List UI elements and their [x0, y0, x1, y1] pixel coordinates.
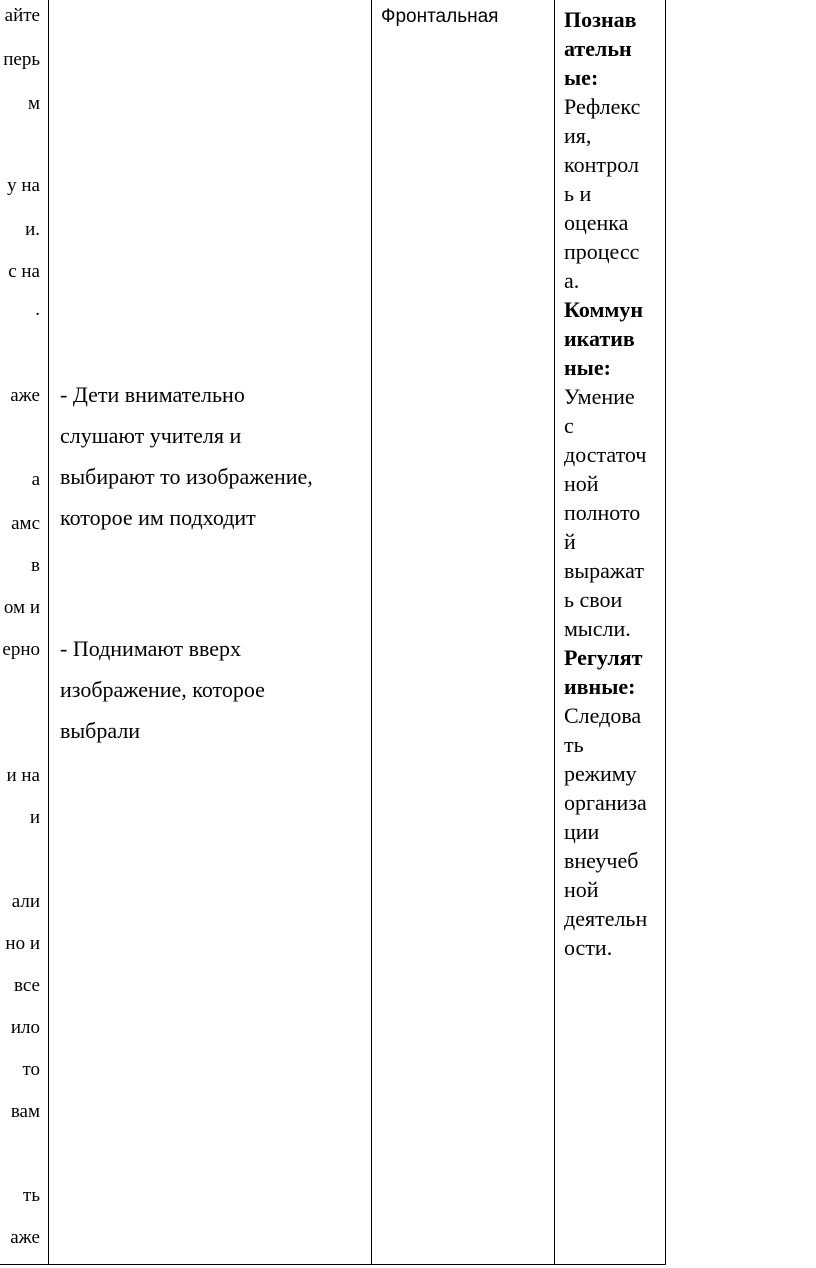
outcome-heading: ные: — [564, 355, 611, 380]
outcome-text: Умение — [564, 384, 635, 409]
column1-fragment: ило — [10, 1017, 40, 1038]
outcome-heading: Познав — [564, 7, 637, 32]
column1-fragment: а — [31, 469, 40, 490]
text-line: изображение, которое — [60, 677, 265, 702]
outcome-heading: ательн — [564, 36, 632, 61]
column1-fragment: и на — [6, 765, 40, 786]
column1-fragment: . — [35, 299, 40, 320]
outcome-heading: Регулят — [564, 645, 643, 670]
outcome-cognitive — [564, 5, 664, 295]
outcome-text: полното — [564, 500, 641, 525]
outcome-heading: икатив — [564, 326, 635, 351]
outcome-text: оценка — [564, 210, 629, 235]
text-line: - Поднимают вверх — [60, 636, 242, 661]
column1-fragment: аже — [10, 385, 40, 406]
column1-fragment: с на — [8, 261, 40, 282]
column1-fragment: аже — [10, 1227, 40, 1248]
column1-fragment: и. — [25, 219, 40, 240]
column1-fragment: но и — [5, 933, 40, 954]
column1-fragment: м — [27, 93, 40, 114]
column1-fragment: и — [29, 807, 40, 828]
outcome-communicative — [564, 295, 664, 643]
column1-fragment: ом и — [3, 597, 40, 618]
outcome-text: Рефлекс — [564, 94, 641, 119]
column1-fragment: то — [22, 1059, 40, 1080]
learning-outcomes — [564, 5, 664, 962]
outcome-text: контрол — [564, 152, 639, 177]
column1-fragment: ть — [23, 1185, 40, 1206]
outcome-text: ть — [564, 732, 584, 757]
outcome-text: мысли. — [564, 616, 631, 641]
outcome-text: ости. — [564, 935, 613, 960]
column1-fragment: перь — [3, 49, 40, 70]
table-border-col3 — [554, 0, 555, 1265]
column1-fragment: али — [11, 891, 40, 912]
outcome-regulatory — [564, 643, 664, 962]
text-line: выбирают то изображение, — [60, 464, 313, 489]
table-border-right — [665, 0, 666, 1265]
student-activity-block-1 — [60, 374, 366, 538]
outcome-text: внеучеб — [564, 848, 639, 873]
column1-fragment: айте — [4, 5, 40, 26]
column1-fragment: все — [14, 975, 40, 996]
outcome-text: деятельн — [564, 906, 648, 931]
outcome-text: а. — [564, 268, 580, 293]
outcome-text: с — [564, 413, 574, 438]
column1-fragment: у на — [7, 175, 40, 196]
outcome-text: ции — [564, 819, 600, 844]
table-border-col1 — [48, 0, 49, 1265]
column1-fragment: ерно — [2, 639, 40, 660]
text-line: слушают учителя и — [60, 423, 242, 448]
column1-fragment: в — [31, 555, 40, 576]
outcome-text: процесс — [564, 239, 640, 264]
text-line: - Дети внимательно — [60, 382, 245, 407]
outcome-text: ной — [564, 877, 599, 902]
column1-fragment: амс — [11, 513, 40, 534]
text-line: которое им подходит — [60, 505, 256, 530]
outcome-text: ь и — [564, 181, 592, 206]
outcome-heading: Коммун — [564, 297, 644, 322]
work-form: Фронтальная — [381, 6, 499, 27]
outcome-text: выражат — [564, 558, 644, 583]
table-border-col2 — [371, 0, 372, 1265]
outcome-text: ь свои — [564, 587, 623, 612]
outcome-text: достаточ — [564, 442, 647, 467]
outcome-text: Следова — [564, 703, 642, 728]
outcome-heading: ые: — [564, 65, 599, 90]
outcome-text: режиму — [564, 761, 637, 786]
outcome-text: ия, — [564, 123, 592, 148]
outcome-heading: ивные: — [564, 674, 636, 699]
text-line: выбрали — [60, 718, 141, 743]
outcome-text: й — [564, 529, 576, 554]
outcome-text: организа — [564, 790, 647, 815]
table-border-bottom — [0, 1264, 666, 1265]
outcome-text: ной — [564, 471, 599, 496]
student-activity-block-2 — [60, 628, 366, 751]
column1-fragment: вам — [10, 1101, 40, 1122]
